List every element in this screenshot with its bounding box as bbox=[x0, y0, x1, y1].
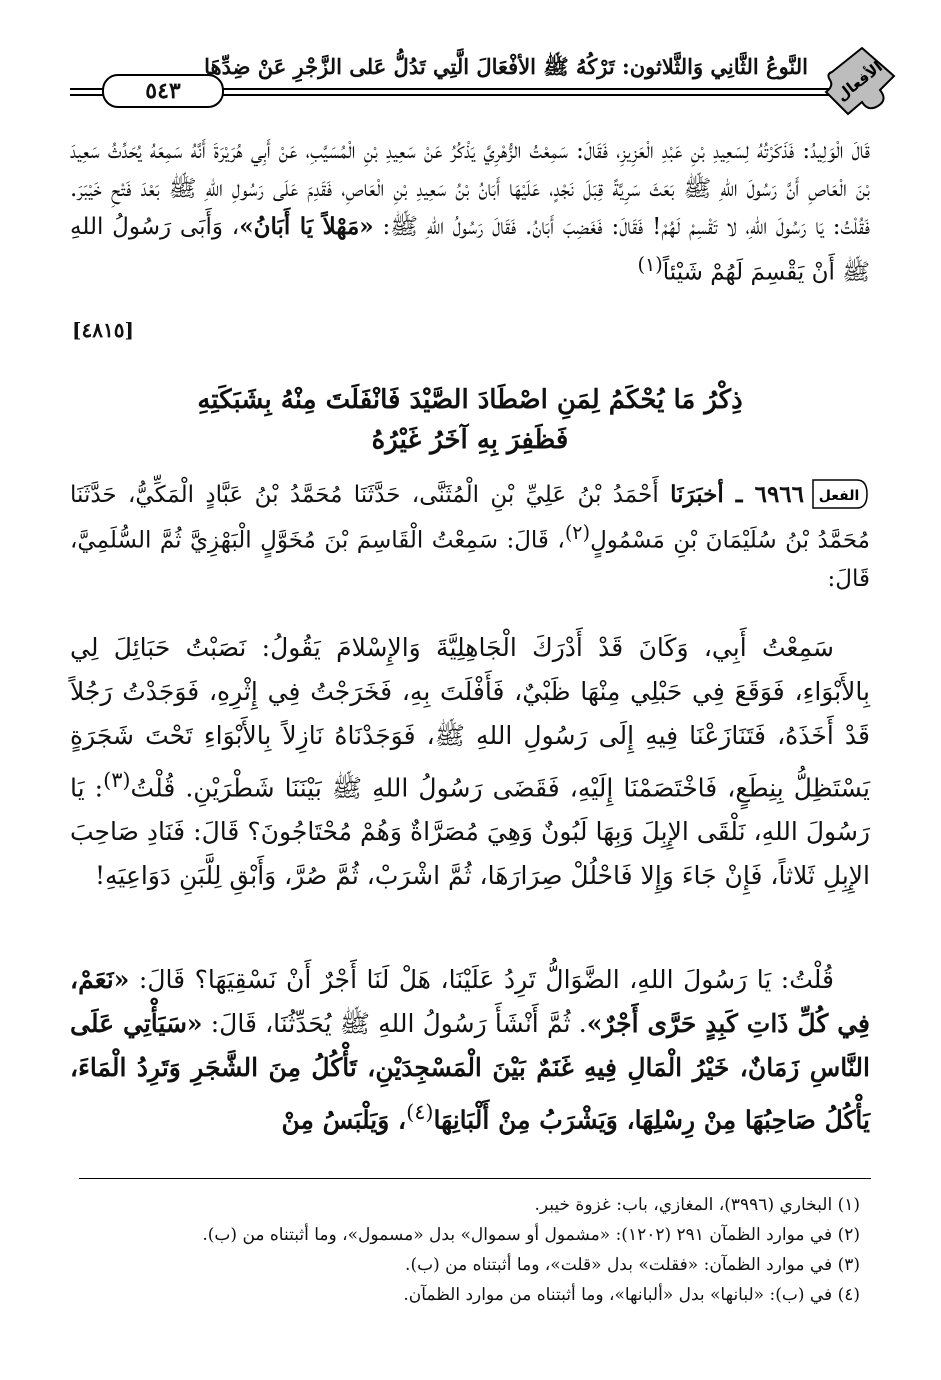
paragraph-1-text: قَالَ الْوَلِيدُ: فَذَكَرْتُهُ لِسَعِيدِ بْنِ عَبْدِ الْعَزِيزِ، فَقَالَ: سَمِعْتُ الزُّهْرِيَّ يَذْكُرُ عَنْ سَعِيدِ بْنِ الْمُسَيَّبِ، عَنْ أَبِي هُرَيْرَةَ أَنَّهُ سَمِعَهُ يُحَدِّثُ سَعِيدَ بْنَ الْعَاصِ أَنَّ رَسُولَ اللهِ ﷺ بَعَثَ سَرِيَّةً قِبَلَ نَجْدٍ، عَلَيْهَا أَبَانُ بْنُ سَعِيدِ بْنِ الْعَاصِ، فَقَدِمَ عَلَى رَسُولِ اللهِ ﷺ بَعْدَ فَتْحِ خَيْبَرَ. فَقُلْتُ: يَا رَسُولَ اللهِ، لا تَقْسِمْ لَهُمْ! فَقَالَ: فَغَضِبَ أَبَانُ. فَقَالَ رَسُولُ اللهِ ﷺ: bbox=[70, 138, 871, 240]
footnote-ref-2: (٢) bbox=[564, 521, 591, 544]
paragraph-1 bbox=[70, 132, 870, 292]
paragraph-4-text-b: . ثُمَّ أَنْشَأَ رَسُولُ اللهِ ﷺ يُحَدِّثُنَا، قَالَ: bbox=[210, 1009, 587, 1038]
footnote-ref-1: (١) bbox=[637, 253, 663, 276]
footnote-ref-4: (٤) bbox=[406, 1100, 434, 1124]
footnote-2: (٢) في موارد الظمآن ٢٩١ (١٢٠٢): «مشمول أو سموال» بدل «مسمول»، وما أثبتناه من (ب). bbox=[202, 1225, 860, 1245]
puzzle-piece-icon bbox=[822, 42, 900, 120]
footnote-1: (١) البخاري (٣٩٩٦)، المغازي، باب: غزوة خيبر. bbox=[534, 1195, 860, 1215]
paragraph-1-quote: «مَهْلاً يَا أَبَانُ» bbox=[239, 213, 374, 240]
footnotes bbox=[70, 1190, 860, 1310]
footnote-rule bbox=[79, 1178, 871, 1179]
paragraph-3 bbox=[70, 626, 870, 898]
reference-number: [٤٨١٥] bbox=[72, 318, 134, 342]
paragraph-4 bbox=[70, 958, 870, 1142]
paragraph-3-end: : يَا رَسُولَ اللهِ، نَلْقَى الإِبِلَ وَبِهَا لَبُونٌ وَهِيَ مُصَرَّاةٌ وَهُمْ مُحْتَاجُونَ؟ قَالَ: فَنَادِ صَاحِبَ الإِبِلِ ثَلاثاً، فَإِنْ جَاءَ وَإِلا فَاحْلُلْ صِرَارَهَا، ثُمَّ اشْرَبْ، ثُمَّ صُرَّ، وَأَبْقِ لِلَّبَنِ دَوَاعِيَهِ! bbox=[70, 773, 870, 891]
paragraph-4-quote-2: «سَيَأْتِي عَلَى النَّاسِ زَمَانٌ، خَيْرُ الْمَالِ فِيهِ غَنَمٌ بَيْنَ الْمَسْجِدَيْنِ، تَأْكُلُ مِنَ الشَّجَرِ وَتَرِدُ الْمَاءَ، يَأْكُلُ صَاحِبُهَا مِنْ رِسْلِهَا، وَيَشْرَبُ مِنْ أَلْبَانِهَا bbox=[70, 1009, 870, 1135]
hadith-number: ٦٩٦٦ ـ أخبَرَنَا bbox=[670, 481, 805, 508]
paragraph-4-text-a: قُلْتُ: يَا رَسُولَ اللهِ، الضَّوَالُّ تَرِدُ عَلَيْنَا، هَلْ لَنَا أَجْرٌ أَنْ نَسْقِيَهَا؟ قَالَ: bbox=[138, 965, 835, 994]
footnote-ref-3: (٣) bbox=[103, 768, 131, 792]
section-heading-line-1: ذِكْرُ مَا يُحْكَمُ لِمَنِ اصْطَادَ الصَّيْدَ فَانْفَلَتَ مِنْهُ بِشَبَكَتِهِ bbox=[197, 385, 743, 415]
footnote-3: (٣) في موارد الظمآن: «فقلت» بدل «قلت»، وما أثبتناه من (ب). bbox=[405, 1255, 860, 1275]
page-number: ٥٤٣ bbox=[102, 74, 224, 108]
paragraph-2-text: أَحْمَدُ بْنُ عَلِيِّ بْنِ الْمُثَنَّى، حَدَّثَنَا مُحَمَّدُ بْنُ عَبَّادٍ الْمَكِّيُّ، حَدَّثَنَا مُحَمَّدُ بْنُ سُلَيْمَانَ بْنِ مَسْمُولٍ bbox=[70, 482, 870, 554]
running-head: النَّوعُ الثَّانِي وَالثَّلاثون: تَرْكُهُ ﷺ الأفْعَالَ الَّتِي تَدُلُّ عَلى الزَّجْرِ عَنْ ضِدِّهَا bbox=[204, 54, 808, 79]
paragraph-3-text: سَمِعْتُ أَبِي، وَكَانَ قَدْ أَدْرَكَ الْجَاهِلِيَّةَ وَالإِسْلامَ يَقُولُ: نَصَبْتُ حَبَائِلَ لِي بِالأَبْوَاءِ، فَوَقَعَ فِي حَبْلِي مِنْهَا ظَبْيٌ، فَأَفْلَتَ بِهِ، فَخَرَجْتُ فِي إِثْرِهِ، فَوَجَدْتُ رَجُلاً قَدْ أَخَذَهُ، فَتَنَازَعْنَا فِيهِ إِلَى رَسُولِ اللهِ ﷺ، فَوَجَدْنَاهُ نَازِلاً بِالأَبْوَاءِ تَحْتَ شَجَرَةٍ يَسْتَظِلُّ بِنِطَعٍ، فَاخْتَصَمْنَا إِلَيْهِ، فَقَضَى رَسُولُ اللهِ ﷺ بَيْنَنَا شَطْرَيْنِ. قُلْتُ bbox=[70, 633, 870, 803]
paragraph-2-end: ، قَالَ: سَمِعْتُ الْقَاسِمَ بْنَ مُخَوَّلٍ الْبَهْزِيَّ ثُمَّ السُّلَمِيَّ، قَالَ: bbox=[70, 527, 870, 592]
section-heading bbox=[70, 380, 870, 460]
paragraph-1-end: ، وَأَبَى رَسُولُ اللهِ ﷺ أَنْ يَقْسِمَ لَهُمْ شَيْئاً bbox=[70, 214, 870, 286]
page-header bbox=[70, 40, 886, 110]
paragraph-4-quote-3: ، وَيَلْبَسُ مِنْ bbox=[281, 1105, 407, 1135]
footnote-4: (٤) في (ب): «لبانها» بدل «ألبانها»، وما أثبتناه من موارد الظمآن. bbox=[403, 1285, 860, 1305]
paragraph-2 bbox=[70, 476, 870, 598]
section-heading-line-2: فَظَفِرَ بِهِ آخَرُ غَيْرُهُ bbox=[371, 425, 569, 455]
hadith-badge-label: الفعل bbox=[818, 488, 860, 504]
paragraph-4-quote-1: «نَعَمْ، فِي كُلِّ ذَاتِ كَبِدٍ حَرَّى أَجْرٌ» bbox=[70, 965, 870, 1038]
badge-label: الأفعال bbox=[832, 57, 886, 105]
